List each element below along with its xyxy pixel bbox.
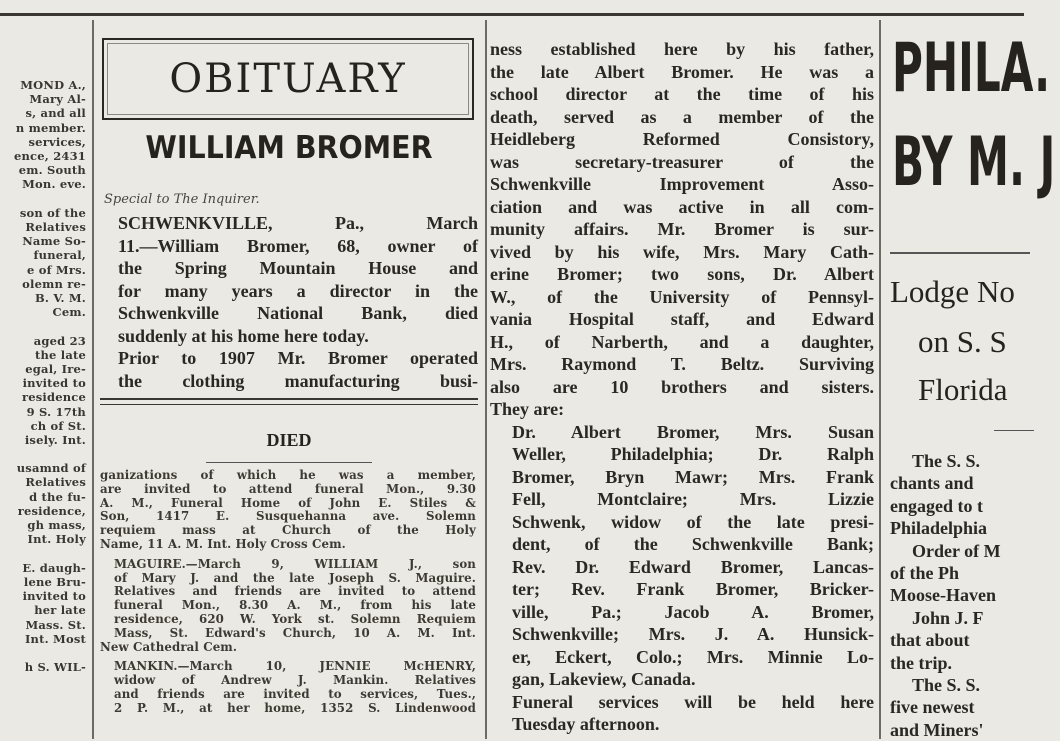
obituary-heading: OBITUARY bbox=[169, 56, 407, 102]
died-notices bbox=[100, 469, 476, 716]
right-article-line: Moose-Haven bbox=[890, 585, 996, 606]
story-line: Schwenkville Improvement Asso- bbox=[490, 174, 874, 194]
right-article-line: that about bbox=[890, 630, 970, 651]
death-notice-line: are invited to attend funeral Mon., 9.30 bbox=[100, 481, 476, 496]
death-notice-mankin bbox=[100, 660, 476, 715]
left-column-line: Mon. eve. bbox=[22, 177, 86, 192]
right-article-body bbox=[890, 450, 1060, 741]
right-article-line: The S. S. bbox=[912, 451, 981, 471]
story-line: also are 10 brothers and sisters. bbox=[490, 376, 874, 397]
story-line: er, Eckert, Colo.; Mrs. Minnie Lo- bbox=[512, 646, 874, 667]
left-column-line: invited to bbox=[22, 589, 86, 604]
died-rule bbox=[206, 462, 372, 463]
left-column-line: Relatives bbox=[25, 475, 86, 490]
story-line: They are: bbox=[490, 399, 565, 419]
story-line: gan, Lakeview, Canada. bbox=[512, 669, 696, 689]
left-column-line: h S. WIL- bbox=[24, 660, 86, 675]
obituary-line: the Spring Mountain House and bbox=[118, 258, 478, 278]
left-column-line: Mass. St. bbox=[25, 617, 86, 632]
story-line: ciation and was active in all com- bbox=[490, 196, 874, 217]
left-column-line: e of Mrs. bbox=[26, 262, 86, 277]
death-notice-line: widow of Andrew J. Mankin. Relatives bbox=[114, 673, 476, 688]
death-notice-line: A. M., Funeral Home of John E. Stiles & bbox=[100, 495, 476, 510]
left-column-line: ence, 2431 bbox=[13, 149, 86, 164]
right-article-line: the trip. bbox=[890, 652, 952, 673]
subhead-line-2: on S. S bbox=[918, 324, 1007, 359]
left-column-line: lene Bru- bbox=[23, 574, 86, 589]
left-column-line: n member. bbox=[15, 120, 86, 135]
obituary-column bbox=[96, 22, 482, 739]
story-line: erine Bromer; two sons, Dr. Albert bbox=[490, 264, 874, 284]
left-column-line bbox=[0, 192, 86, 206]
left-column-line bbox=[0, 646, 86, 660]
right-article-line: five newest bbox=[890, 697, 975, 718]
death-notice-line: Son, 1417 E. Susquehanna ave. Solemn bbox=[100, 509, 476, 524]
left-column-line: invited to bbox=[22, 376, 86, 391]
right-article-line: of the Ph bbox=[890, 563, 959, 584]
story-line: Heidleberg Reformed Consistory, bbox=[490, 129, 874, 149]
left-column-line: 9 S. 17th bbox=[26, 404, 86, 419]
obituary-line: the clothing manufacturing busi- bbox=[118, 370, 478, 391]
subhead-rule bbox=[994, 430, 1034, 431]
death-notice-line: funeral Mon., 8.30 A. M., from his late bbox=[114, 598, 476, 613]
right-column-fragment bbox=[884, 22, 1056, 740]
story-line: ter; Rev. Frank Bromer, Bricker- bbox=[512, 579, 874, 599]
obituary-paragraph-1 bbox=[100, 212, 478, 347]
left-column-line: E. daugh- bbox=[22, 560, 86, 575]
story-line: W., of the University of Pennsyl- bbox=[490, 286, 874, 307]
story-line: dent, of the Schwenkville Bank; bbox=[512, 534, 874, 554]
section-rule bbox=[100, 398, 478, 400]
story-line: ness established here by his father, bbox=[490, 39, 874, 59]
story-line: the late Albert Bromer. He was a bbox=[490, 61, 874, 82]
death-notice-line: MANKIN.—March 10, JENNIE McHENRY, bbox=[114, 659, 476, 674]
obituary-name: WILLIAM BROMER bbox=[145, 130, 433, 166]
column-divider bbox=[92, 20, 94, 739]
story-line: Schwenk, widow of the late presi- bbox=[512, 511, 874, 532]
right-article-line: Order of M bbox=[912, 540, 1001, 561]
right-article-line: chants and bbox=[890, 473, 974, 494]
obituary-line: Schwenkville National Bank, died bbox=[118, 303, 478, 323]
story-line: Fell, Montclaire; Mrs. Lizzie bbox=[512, 489, 874, 509]
story-line: school director at the time of his bbox=[490, 84, 874, 104]
column-divider bbox=[879, 20, 881, 739]
story-paragraph-3 bbox=[490, 691, 874, 736]
right-article-line: John J. F bbox=[912, 607, 984, 628]
obituary-paragraph-2 bbox=[100, 347, 478, 392]
obituary-line: suddenly at his home here today. bbox=[118, 325, 369, 346]
story-line: Mrs. Raymond T. Beltz. Surviving bbox=[490, 354, 874, 374]
story-line: vived by his wife, Mrs. Mary Cath- bbox=[490, 241, 874, 262]
left-column-line: son of the bbox=[19, 205, 86, 220]
left-column-line: her late bbox=[34, 603, 86, 618]
left-column-line: aged 23 bbox=[33, 333, 86, 348]
story-line: Schwenkville; Mrs. J. A. Hunsick- bbox=[512, 624, 874, 644]
left-column-line: Cem. bbox=[52, 305, 86, 320]
left-column-line: d the fu- bbox=[29, 489, 86, 504]
left-column-line: funeral, bbox=[33, 248, 86, 263]
right-article-line: engaged to t bbox=[890, 495, 983, 516]
story-paragraph-1 bbox=[490, 38, 874, 421]
left-column-line: Relatives bbox=[25, 220, 86, 235]
column-divider bbox=[485, 20, 487, 739]
death-notice-line: 2 P. M., at her home, 1352 S. Lindenwood bbox=[114, 700, 476, 715]
story-line: Tuesday afternoon. bbox=[512, 714, 660, 734]
right-article-line: and Miners' bbox=[890, 719, 984, 740]
left-column-fragment bbox=[0, 78, 86, 739]
left-column-line: s, and all bbox=[25, 106, 86, 121]
story-paragraph-2 bbox=[490, 421, 874, 691]
left-column-line: the late bbox=[34, 347, 86, 362]
story-line: was secretary-treasurer of the bbox=[490, 151, 874, 172]
right-article-line: Philadelphia bbox=[890, 518, 988, 539]
story-line: ville, Pa.; Jacob A. Bromer, bbox=[512, 601, 874, 622]
death-notice-line: Name, 11 A. M. Int. Holy Cross Cem. bbox=[100, 536, 346, 551]
left-column-line: Int. Most bbox=[24, 631, 86, 646]
death-notice-line: New Cathedral Cem. bbox=[100, 639, 238, 654]
obituary-line: for many years a director in the bbox=[118, 280, 478, 301]
left-column-line: services, bbox=[28, 134, 86, 149]
story-line: Funeral services will be held here bbox=[512, 691, 874, 712]
left-column-line: Name So- bbox=[22, 234, 86, 249]
death-notice-maguire bbox=[100, 558, 476, 655]
left-column-lines-b bbox=[0, 461, 86, 674]
obituary-line: 11.—William Bromer, 68, owner of bbox=[118, 235, 478, 256]
death-notice-line: Relatives and friends are invited to attend bbox=[114, 584, 476, 599]
left-column-line: usamnd of bbox=[16, 461, 86, 476]
left-column-line: em. South bbox=[18, 163, 86, 178]
death-notice-line: ganizations of which he was a member, bbox=[100, 468, 476, 482]
death-notice-line: requiem mass at Church of the Holy bbox=[100, 523, 476, 538]
left-column-lines-a bbox=[0, 78, 86, 447]
story-line: death, served as a member of the bbox=[490, 106, 874, 127]
story-line: H., of Narberth, and a daughter, bbox=[490, 331, 874, 352]
story-line: vania Hospital staff, and Edward bbox=[490, 309, 874, 329]
left-column-line: olemn re- bbox=[22, 276, 86, 291]
death-notice-line: MAGUIRE.—March 9, WILLIAM J., son bbox=[114, 556, 476, 571]
story-line: Rev. Dr. Edward Bromer, Lancas- bbox=[512, 556, 874, 577]
headline-line-2: BY M. J bbox=[892, 123, 1056, 202]
left-column-line: gh mass, bbox=[27, 518, 86, 533]
story-line: Dr. Albert Bromer, Mrs. Susan bbox=[512, 421, 874, 442]
headline-line-1: PHILA. bbox=[892, 29, 1051, 108]
right-article-line: The S. S. bbox=[912, 675, 981, 696]
left-column-line: ch of St. bbox=[30, 418, 86, 433]
left-column-line: MOND A., bbox=[20, 78, 86, 92]
death-notice-line: and friends are invited to services, Tues., bbox=[114, 686, 476, 701]
died-heading: DIED bbox=[266, 430, 312, 450]
left-column-line: egal, Ire- bbox=[25, 362, 86, 377]
headline-rule bbox=[890, 252, 1030, 254]
left-column-line: Mary Al- bbox=[29, 92, 86, 107]
death-notice-1 bbox=[100, 469, 476, 552]
obituary-heading-box bbox=[102, 38, 474, 120]
obituary-body bbox=[100, 212, 478, 392]
subhead-line-3: Florida bbox=[918, 372, 1008, 407]
left-column-line bbox=[0, 319, 86, 333]
left-column-line: Int. Holy bbox=[27, 532, 86, 547]
obituary-line: Prior to 1907 Mr. Bromer operated bbox=[118, 348, 478, 368]
death-notice-line: of Mary J. and the late Joseph S. Maguire. bbox=[114, 570, 476, 585]
obituary-continued-column bbox=[490, 38, 876, 739]
story-line: Bromer, Bryn Mawr; Mrs. Frank bbox=[512, 466, 874, 487]
subhead-line-1: Lodge No bbox=[890, 274, 1015, 309]
left-column-line: B. V. M. bbox=[35, 291, 86, 306]
obituary-dateline: Special to The Inquirer. bbox=[104, 192, 260, 207]
top-rule bbox=[0, 13, 1024, 16]
death-notice-line: Mass, St. Edward's Church, 10 A. M. Int. bbox=[114, 625, 476, 640]
left-column-line bbox=[0, 547, 86, 561]
left-column-line: residence bbox=[21, 390, 86, 405]
obituary-line: SCHWENKVILLE, Pa., March bbox=[118, 213, 478, 233]
left-column-line: isely. Int. bbox=[24, 433, 86, 448]
left-column-line: residence, bbox=[17, 503, 86, 518]
obituary-continued-text bbox=[490, 38, 874, 736]
story-line: munity affairs. Mr. Bromer is sur- bbox=[490, 219, 874, 239]
death-notice-line: residence, 620 W. York st. Solemn Requiem bbox=[114, 611, 476, 626]
story-line: Weller, Philadelphia; Dr. Ralph bbox=[512, 444, 874, 464]
